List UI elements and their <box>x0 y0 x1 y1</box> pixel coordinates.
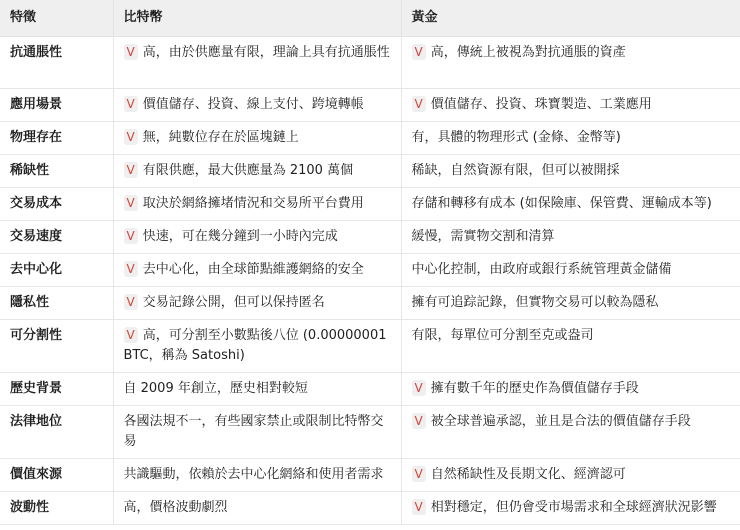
bitcoin-cell <box>113 253 401 286</box>
feature-cell <box>0 286 113 319</box>
feature-cell-text: 物理存在 <box>10 129 63 145</box>
gold-cell-text: 擁有可追踪記錄，但實物交易可以較為隱私 <box>411 294 659 310</box>
table-row <box>0 187 740 220</box>
feature-cell <box>0 187 113 220</box>
bitcoin-cell-text: 高，由於供應量有限，理論上具有抗通脹性 <box>142 44 390 60</box>
table-row <box>0 220 740 253</box>
gold-cell-text: 價值儲存、投資、珠寶製造、工業應用 <box>430 96 652 112</box>
feature-cell <box>0 491 113 524</box>
header-bitcoin: 比特幣 <box>113 0 401 36</box>
gold-cell <box>401 121 740 154</box>
bitcoin-cell <box>113 319 401 372</box>
feature-cell-text: 抗通脹性 <box>10 44 63 60</box>
table-row <box>0 88 740 121</box>
feature-cell <box>0 458 113 491</box>
bitcoin-cell-text: 快速，可在幾分鐘到一小時內完成 <box>142 228 338 244</box>
header-feature: 特徵 <box>0 0 113 36</box>
table-row <box>0 458 740 491</box>
gold-cell-text: 有，具體的物理形式 (金條、金幣等) <box>411 129 621 145</box>
feature-cell <box>0 154 113 187</box>
feature-cell <box>0 319 113 372</box>
bitcoin-cell-text: 無，純數位存在於區塊鏈上 <box>142 129 299 145</box>
table-row <box>0 405 740 458</box>
check-v-icon: V <box>124 261 138 277</box>
gold-cell <box>401 372 740 405</box>
gold-cell <box>401 220 740 253</box>
bitcoin-cell-text: 去中心化，由全球節點維護網絡的安全 <box>142 261 364 277</box>
gold-cell <box>401 491 740 524</box>
check-v-icon: V <box>412 466 426 482</box>
bitcoin-cell-text: 交易記錄公開，但可以保持匿名 <box>142 294 325 310</box>
table-row <box>0 372 740 405</box>
bitcoin-cell-text: 各國法規不一，有些國家禁止或限制比特幣交易 <box>123 413 384 449</box>
check-v-icon: V <box>412 499 426 515</box>
feature-cell <box>0 253 113 286</box>
table-row <box>0 286 740 319</box>
gold-cell-text: 存儲和轉移有成本 (如保險庫、保管費、運輸成本等) <box>411 195 712 211</box>
feature-cell-text: 價值來源 <box>10 466 63 482</box>
feature-cell <box>0 121 113 154</box>
gold-cell-text: 相對穩定，但仍會受市場需求和全球經濟狀況影響 <box>430 499 717 515</box>
bitcoin-cell <box>113 88 401 121</box>
gold-cell <box>401 154 740 187</box>
bitcoin-cell <box>113 121 401 154</box>
table-row <box>0 491 740 524</box>
gold-cell <box>401 405 740 458</box>
gold-cell <box>401 36 740 88</box>
gold-cell-text: 高，傳統上被視為對抗通脹的資產 <box>430 44 626 60</box>
gold-cell-text: 稀缺，自然資源有限，但可以被開採 <box>411 162 620 178</box>
feature-cell-text: 應用場景 <box>10 96 63 112</box>
bitcoin-cell <box>113 154 401 187</box>
gold-cell-text: 擁有數千年的歷史作為價值儲存手段 <box>430 380 639 396</box>
check-v-icon: V <box>412 96 426 112</box>
gold-cell <box>401 286 740 319</box>
header-gold: 黃金 <box>401 0 740 36</box>
check-v-icon: V <box>412 413 426 429</box>
feature-cell-text: 法律地位 <box>10 413 63 429</box>
gold-cell-text: 緩慢，需實物交割和清算 <box>411 228 555 244</box>
check-v-icon: V <box>412 44 426 60</box>
bitcoin-cell-text: 取決於網絡擁堵情況和交易所平台費用 <box>142 195 364 211</box>
bitcoin-cell-text: 高，可分割至小數點後八位 (0.00000001 BTC，稱為 Satoshi) <box>123 327 387 363</box>
table-row <box>0 121 740 154</box>
bitcoin-cell-text: 自 2009 年創立，歷史相對較短 <box>123 380 308 396</box>
table-body <box>0 36 740 524</box>
check-v-icon: V <box>124 96 138 112</box>
check-v-icon: V <box>124 327 138 343</box>
feature-cell-text: 去中心化 <box>10 261 63 277</box>
check-v-icon: V <box>124 294 138 310</box>
bitcoin-cell <box>113 405 401 458</box>
bitcoin-cell <box>113 220 401 253</box>
bitcoin-cell-text: 高，價格波動劇烈 <box>123 499 228 515</box>
feature-cell-text: 歷史背景 <box>10 380 63 396</box>
feature-cell-text: 可分割性 <box>10 327 63 343</box>
feature-cell <box>0 405 113 458</box>
feature-cell-text: 波動性 <box>10 499 50 515</box>
feature-cell <box>0 372 113 405</box>
check-v-icon: V <box>124 195 138 211</box>
bitcoin-cell-text: 共識驅動，依賴於去中心化網絡和使用者需求 <box>123 466 384 482</box>
check-v-icon: V <box>124 228 138 244</box>
table-row <box>0 253 740 286</box>
feature-cell <box>0 36 113 88</box>
gold-cell <box>401 319 740 372</box>
bitcoin-cell-text: 有限供應，最大供應量為 2100 萬個 <box>142 162 354 178</box>
feature-cell <box>0 220 113 253</box>
gold-cell <box>401 253 740 286</box>
gold-cell-text: 自然稀缺性及長期文化、經濟認可 <box>430 466 626 482</box>
check-v-icon: V <box>124 162 138 178</box>
check-v-icon: V <box>124 44 138 60</box>
feature-cell-text: 隱私性 <box>10 294 50 310</box>
feature-cell <box>0 88 113 121</box>
bitcoin-cell <box>113 458 401 491</box>
bitcoin-cell <box>113 491 401 524</box>
bitcoin-cell <box>113 286 401 319</box>
feature-cell-text: 稀缺性 <box>10 162 50 178</box>
gold-cell <box>401 458 740 491</box>
bitcoin-cell <box>113 187 401 220</box>
check-v-icon: V <box>124 129 138 145</box>
bitcoin-cell <box>113 372 401 405</box>
table-row <box>0 36 740 88</box>
gold-cell-text: 有限，每單位可分割至克或盎司 <box>411 327 594 343</box>
bitcoin-cell <box>113 36 401 88</box>
gold-cell <box>401 88 740 121</box>
feature-cell-text: 交易成本 <box>10 195 63 211</box>
gold-cell-text: 被全球普遍承認，並且是合法的價值儲存手段 <box>430 413 691 429</box>
check-v-icon: V <box>412 380 426 396</box>
gold-cell-text: 中心化控制，由政府或銀行系統管理黃金儲備 <box>411 261 672 277</box>
table-row <box>0 154 740 187</box>
feature-cell-text: 交易速度 <box>10 228 63 244</box>
gold-cell <box>401 187 740 220</box>
table-row <box>0 319 740 372</box>
table-header-row <box>0 0 740 36</box>
bitcoin-cell-text: 價值儲存、投資、線上支付、跨境轉帳 <box>142 96 364 112</box>
